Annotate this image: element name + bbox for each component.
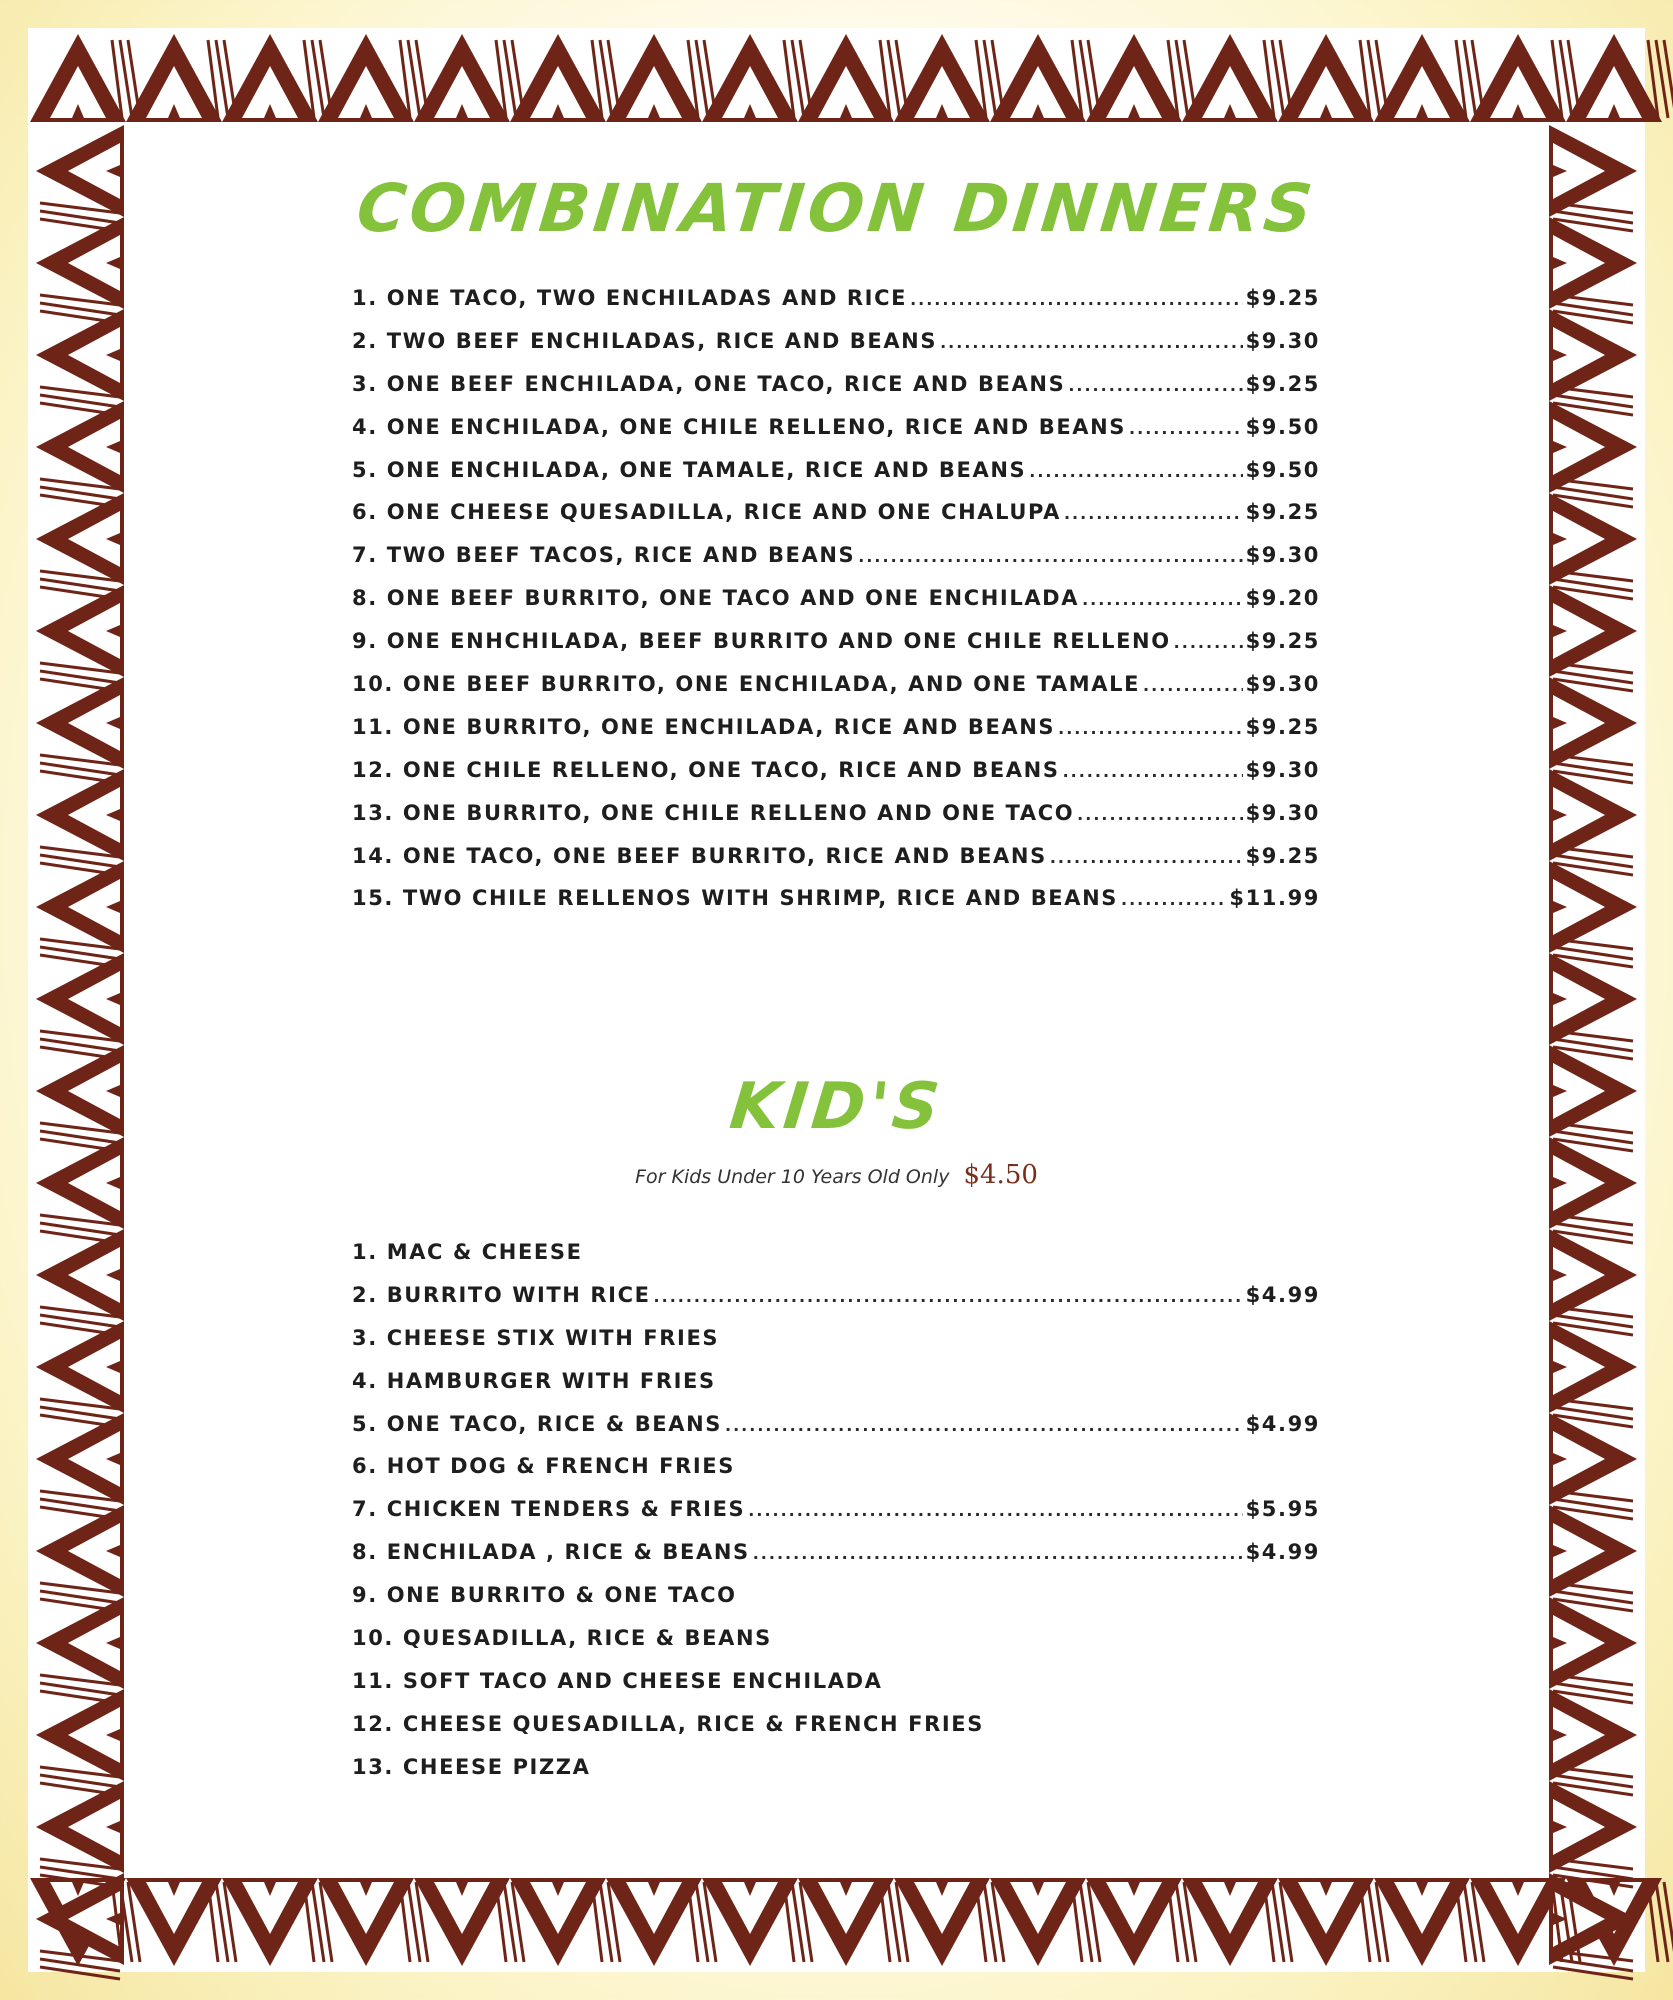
menu-item-price: $4.99 [1245,1540,1320,1565]
dot-leader [748,1501,1242,1520]
menu-item [352,1583,1320,1626]
dot-leader [1082,590,1243,609]
menu-item [352,672,1320,715]
menu-item-label: 3. ONE BEEF ENCHILADA, ONE TACO, RICE AND BEANS [352,371,1066,396]
menu-item [352,1240,1320,1283]
kids-age-note: For Kids Under 10 Years Old Only [635,1166,950,1188]
menu-item [352,1326,1320,1369]
menu-item-price: $9.30 [1245,800,1320,825]
menu-item-label: 14. ONE TACO, ONE BEEF BURRITO, RICE AND BEANS [352,843,1047,868]
menu-item [352,1454,1320,1497]
menu-item-label: 4. ONE ENCHILADA, ONE CHILE RELLENO, RICE AND BEANS [352,414,1127,439]
combination-dinners-list [352,286,1320,929]
menu-item [352,586,1320,629]
menu-item-label: 7. TWO BEEF TACOS, RICE AND BEANS [352,543,856,568]
menu-item [352,715,1320,758]
menu-item-label: 7. CHICKEN TENDERS & FRIES [352,1497,746,1522]
dot-leader [725,1416,1243,1435]
menu-item-label: 10. QUESADILLA, RICE & BEANS [352,1626,772,1651]
menu-item-price: $9.30 [1245,672,1320,697]
dot-leader [654,1287,1243,1306]
menu-item-label: 15. TWO CHILE RELLENOS WITH SHRIMP, RICE AND BEANS [352,886,1119,911]
dot-leader [1068,376,1242,395]
kids-title: KID'S [726,1070,947,1144]
dot-leader [1174,633,1243,652]
menu-item-price: $9.30 [1245,543,1320,568]
menu-item-label: 2. BURRITO WITH RICE [352,1282,651,1307]
menu-item-label: 5. ONE ENCHILADA, ONE TAMALE, RICE AND BEANS [352,457,1027,482]
menu-item-label: 2. TWO BEEF ENCHILADAS, RICE AND BEANS [352,328,938,353]
menu-item-label: 6. ONE CHEESE QUESADILLA, RICE AND ONE CHALUPA [352,500,1061,525]
menu-item [352,543,1320,586]
menu-item-label: 12. CHEESE QUESADILLA, RICE & FRENCH FRIES [352,1711,984,1736]
menu-item [352,500,1320,543]
menu-item [352,1412,1320,1455]
dot-leader [1064,504,1243,523]
menu-item-label: 9. ONE ENHCHILADA, BEEF BURRITO AND ONE CHILE RELLENO [352,629,1171,654]
menu-item [352,1712,1320,1755]
kids-menu-list [352,1240,1320,1798]
menu-item-price: $5.95 [1245,1497,1320,1522]
menu-item [352,844,1320,887]
dot-leader [753,1544,1243,1563]
menu-item-price: $9.25 [1245,500,1320,525]
menu-item-price: $9.25 [1245,371,1320,396]
menu-item [352,886,1320,929]
dot-leader [1050,848,1243,867]
menu-item-price: $9.30 [1245,757,1320,782]
menu-item-price: $9.25 [1245,629,1320,654]
menu-item-label: 10. ONE BEEF BURRITO, ONE ENCHILADA, AND ONE TAMALE [352,672,1141,697]
dot-leader [1058,719,1242,738]
menu-item-price: $9.30 [1245,328,1320,353]
menu-item-price: $9.25 [1245,714,1320,739]
menu-item [352,1626,1320,1669]
menu-item-price: $9.50 [1245,457,1320,482]
menu-item [352,1540,1320,1583]
dot-leader [1121,890,1226,909]
dot-leader [1063,762,1243,781]
menu-item-label: 3. CHEESE STIX WITH FRIES [352,1325,720,1350]
menu-item-label: 13. ONE BURRITO, ONE CHILE RELLENO AND ONE TACO [352,800,1075,825]
menu-item-label: 4. HAMBURGER WITH FRIES [352,1368,716,1393]
menu-item [352,1369,1320,1412]
kids-subtitle [0,1160,1673,1190]
combination-dinners-title: COMBINATION DINNERS [353,170,1320,247]
dot-leader [1029,462,1242,481]
menu-item [352,758,1320,801]
menu-item [352,286,1320,329]
menu-item-label: 8. ENCHILADA , RICE & BEANS [352,1540,750,1565]
menu-item [352,1283,1320,1326]
dot-leader [1129,419,1243,438]
menu-item-label: 11. SOFT TACO AND CHEESE ENCHILADA [352,1668,883,1693]
dot-leader [1077,805,1242,824]
menu-item-label: 1. ONE TACO, TWO ENCHILADAS AND RICE [352,286,908,310]
menu-item [352,629,1320,672]
menu-item [352,1669,1320,1712]
menu-item-price: $4.99 [1245,1282,1320,1307]
menu-item-price: $4.99 [1245,1411,1320,1436]
menu-item-label: 8. ONE BEEF BURRITO, ONE TACO AND ONE ENCHILADA [352,586,1080,611]
dot-leader [1143,676,1243,695]
menu-item [352,801,1320,844]
menu-item [352,1755,1320,1798]
dot-leader [940,333,1242,352]
menu-item-price: $11.99 [1229,886,1320,911]
menu-item-label: 13. CHEESE PIZZA [352,1754,591,1779]
menu-item [352,458,1320,501]
menu-item-label: 1. MAC & CHEESE [352,1240,583,1264]
menu-item [352,415,1320,458]
menu-item [352,329,1320,372]
kids-base-price: $4.50 [963,1160,1038,1190]
menu-item-price: $9.25 [1245,286,1320,310]
menu-item-label: 5. ONE TACO, RICE & BEANS [352,1411,723,1436]
menu-item [352,1497,1320,1540]
menu-item-price: $9.50 [1245,414,1320,439]
menu-item-label: 9. ONE BURRITO & ONE TACO [352,1583,737,1608]
dot-leader [858,547,1242,566]
menu-item-price: $9.20 [1245,586,1320,611]
menu-item-label: 11. ONE BURRITO, ONE ENCHILADA, RICE AND BEANS [352,714,1056,739]
menu-item-price: $9.25 [1245,843,1320,868]
menu-item [352,372,1320,415]
menu-item-label: 12. ONE CHILE RELLENO, ONE TACO, RICE AND BEANS [352,757,1060,782]
menu-item-label: 6. HOT DOG & FRENCH FRIES [352,1454,735,1479]
dot-leader [910,290,1243,309]
